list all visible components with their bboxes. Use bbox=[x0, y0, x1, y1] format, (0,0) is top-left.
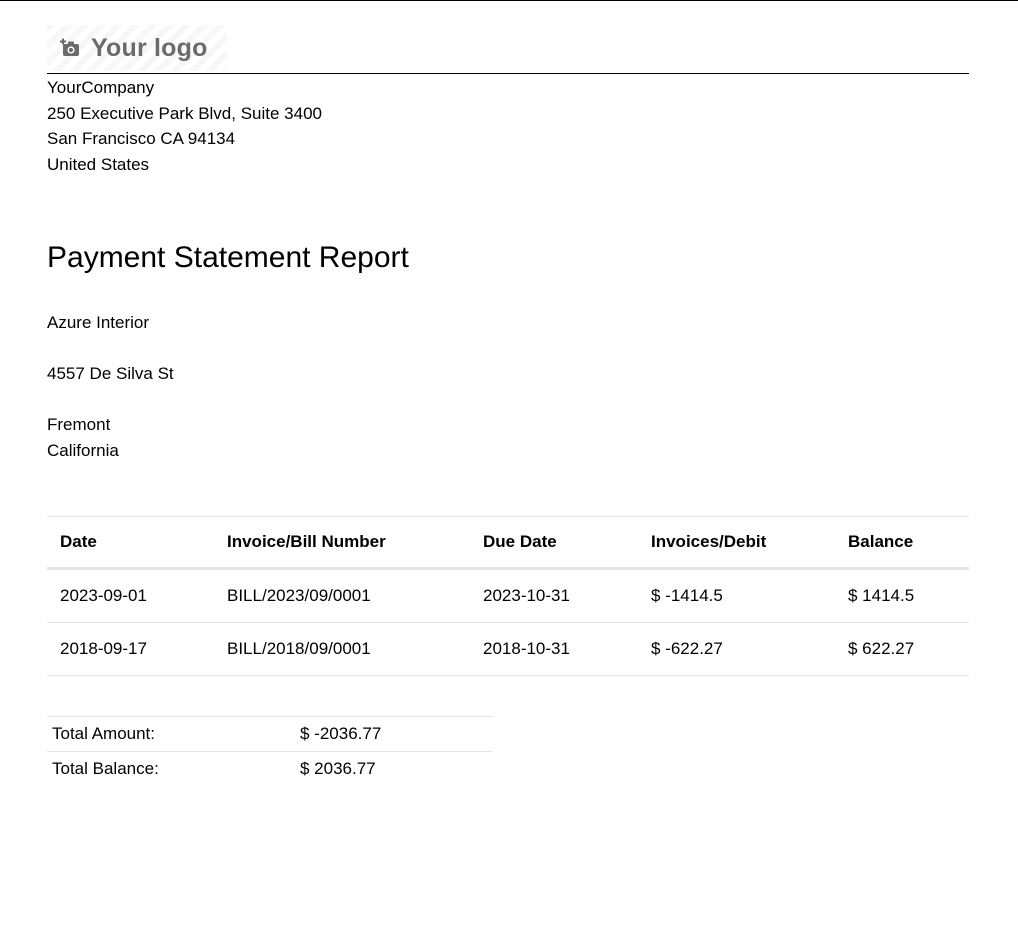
total-balance-row bbox=[47, 752, 492, 787]
partner-state: California bbox=[47, 440, 119, 460]
company-street: 250 Executive Park Blvd, Suite 3400 bbox=[47, 103, 322, 123]
address-spacer bbox=[47, 336, 174, 362]
cell-invoice-number: BILL/2023/09/0001 bbox=[214, 569, 470, 623]
partner-street: 4557 De Silva St bbox=[47, 364, 174, 383]
total-amount-value: $ -2036.77 bbox=[295, 717, 492, 752]
cell-due-date: 2023-10-31 bbox=[470, 569, 638, 623]
company-country: United States bbox=[47, 154, 150, 174]
company-name: YourCompany bbox=[47, 78, 155, 97]
table-row bbox=[47, 623, 969, 676]
totals-table bbox=[47, 716, 492, 786]
cell-balance: $ 622.27 bbox=[835, 623, 969, 676]
cell-due-date: 2018-10-31 bbox=[470, 623, 638, 676]
cell-balance: $ 1414.5 bbox=[835, 569, 969, 623]
cell-date: 2023-09-01 bbox=[47, 569, 214, 623]
header-due-date: Due Date bbox=[470, 517, 638, 569]
report-title: Payment Statement Report bbox=[47, 241, 409, 274]
total-balance-value: $ 2036.77 bbox=[295, 752, 492, 787]
header-invoices-debit: Invoices/Debit bbox=[638, 517, 835, 569]
address-spacer bbox=[47, 387, 174, 413]
partner-city: Fremont bbox=[47, 415, 111, 434]
header-invoice-number: Invoice/Bill Number bbox=[214, 517, 470, 569]
statement-table bbox=[47, 516, 969, 676]
header-date: Date bbox=[47, 517, 214, 569]
header-balance: Balance bbox=[835, 517, 969, 569]
table-header-row bbox=[47, 517, 969, 569]
cell-date: 2018-09-17 bbox=[47, 623, 214, 676]
logo-text: Your logo bbox=[91, 33, 208, 62]
camera-plus-icon bbox=[59, 37, 81, 59]
partner-name: Azure Interior bbox=[47, 313, 150, 332]
cell-invoice-number: BILL/2018/09/0001 bbox=[214, 623, 470, 676]
company-address bbox=[47, 75, 322, 177]
partner-address bbox=[47, 310, 174, 463]
total-balance-label: Total Balance: bbox=[47, 752, 295, 787]
total-amount-row bbox=[47, 717, 492, 752]
company-logo bbox=[47, 25, 227, 71]
cell-invoices-debit: $ -622.27 bbox=[638, 623, 835, 676]
header-divider bbox=[47, 73, 969, 74]
table-row bbox=[47, 569, 969, 623]
cell-invoices-debit: $ -1414.5 bbox=[638, 569, 835, 623]
total-amount-label: Total Amount: bbox=[47, 717, 295, 752]
company-city: San Francisco CA 94134 bbox=[47, 129, 236, 148]
